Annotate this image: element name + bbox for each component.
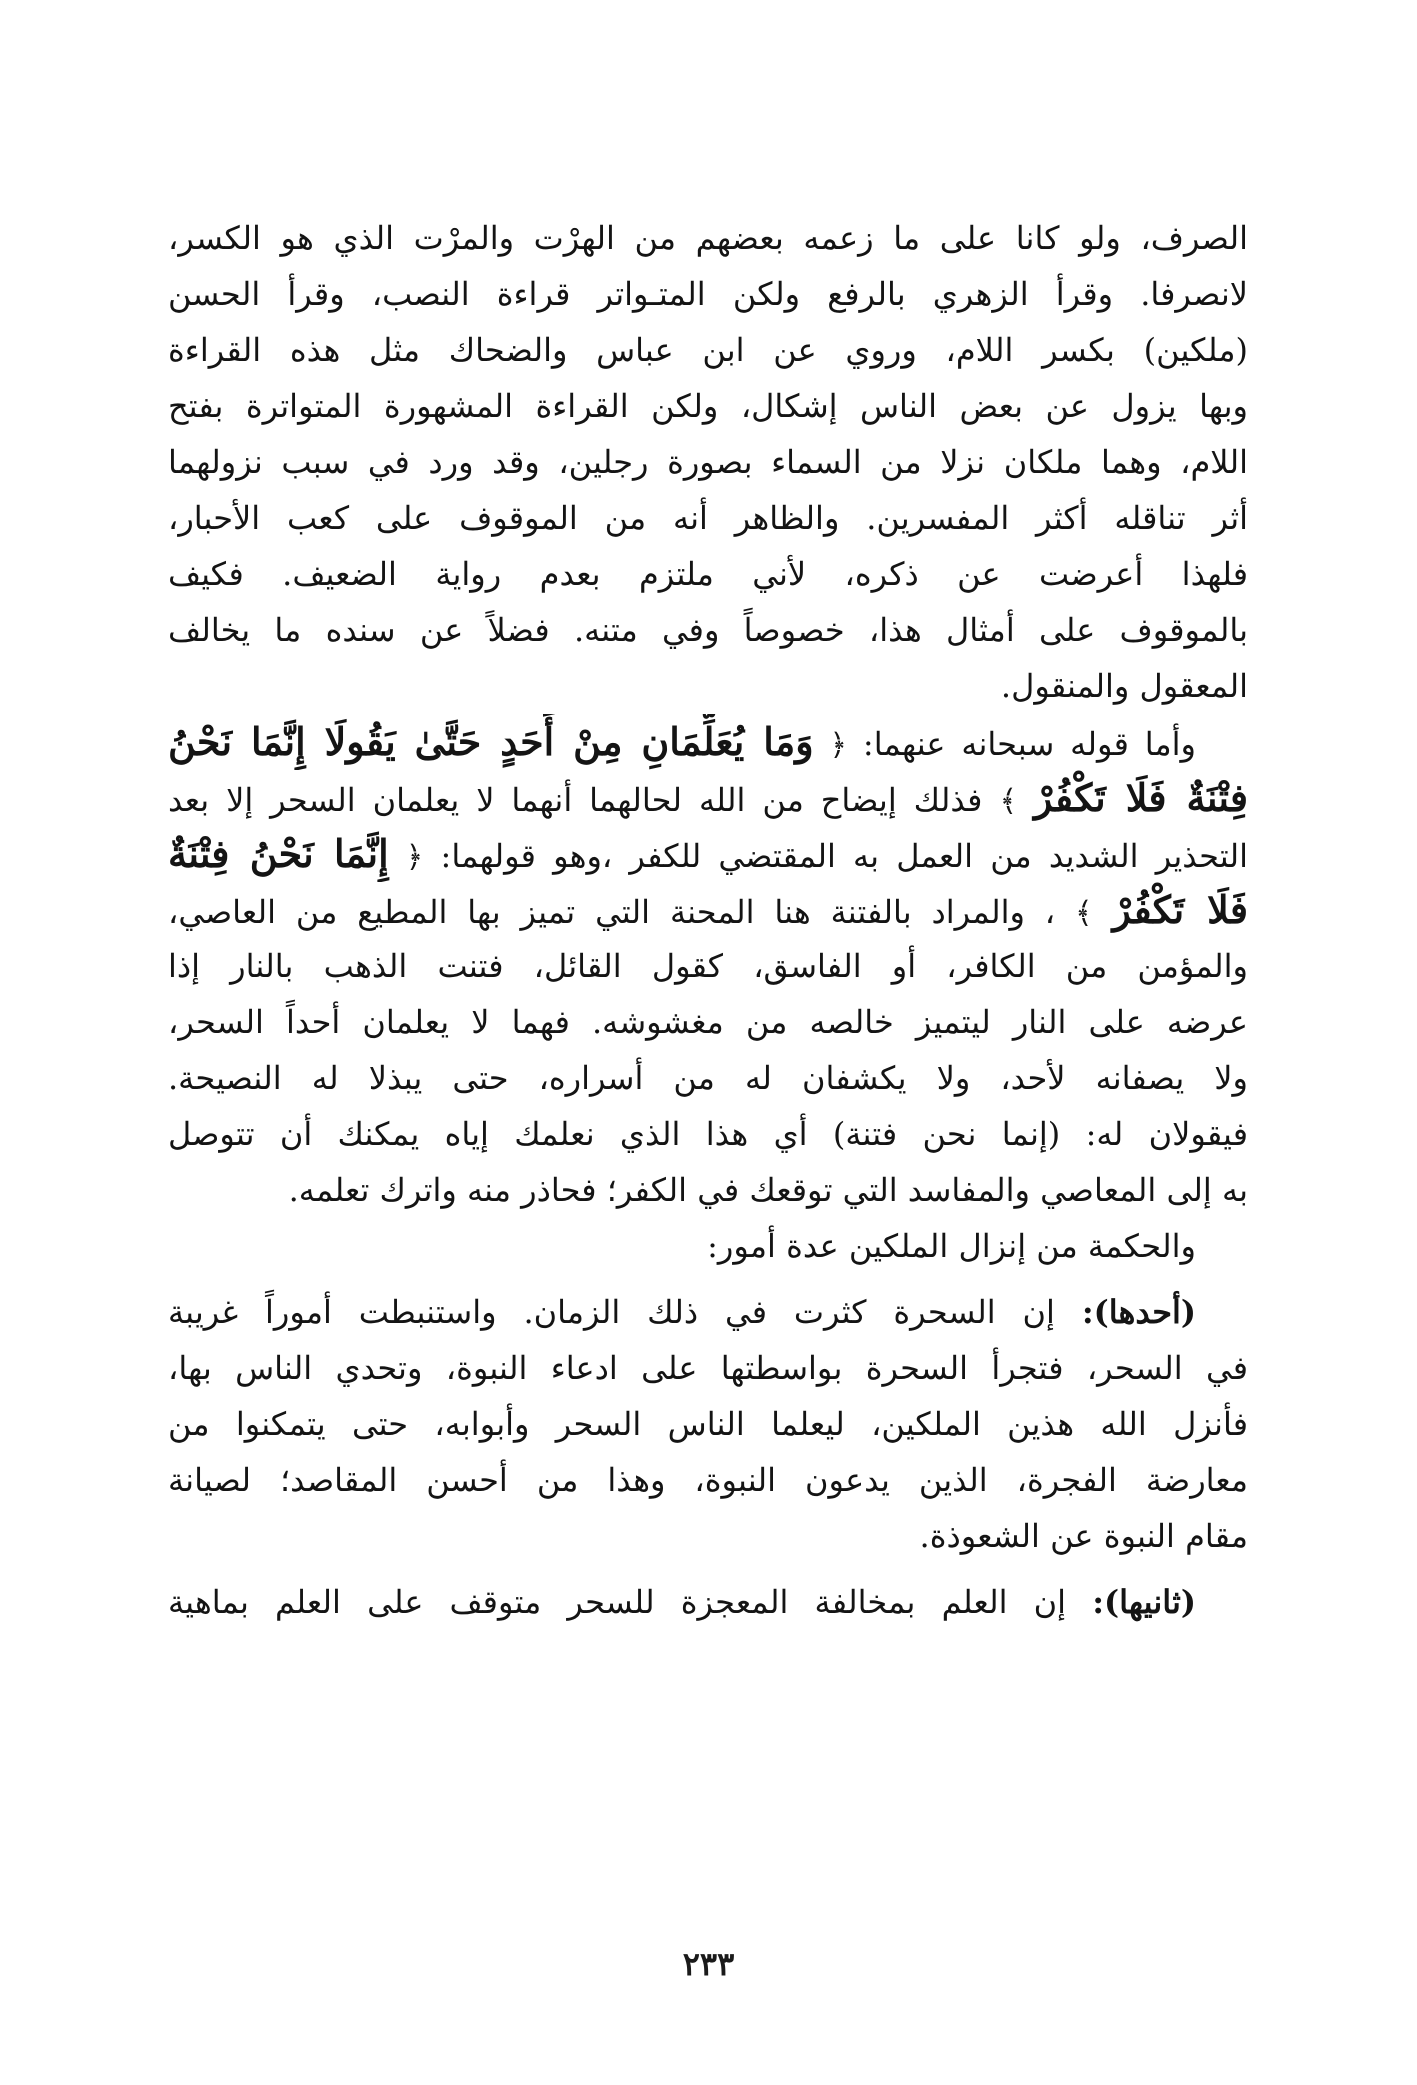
text-line: ولا يصفانه لأحد، ولا يكشفان له من أسراره، حتى يبذلا له النصيحة. [168,1059,1248,1097]
text-line: فلهذا أعرضت عن ذكره، لأني ملتزم بعدم رواية الضعيف. فكيف [168,555,1248,593]
text-segment: ، والمراد بالفتنة هنا المحنة التي تميز بها المطيع من العاصي، [168,893,1056,931]
verse-line [168,826,1248,882]
close-brace: ﴾ [999,784,1018,819]
text-segment: إن العلم بمخالفة المعجزة للسحر متوقف على العلم بماهية [168,1583,1067,1621]
open-brace: ﴿ [405,840,424,875]
text-line: المعقول والمنقول. [1000,667,1248,705]
verse-intro: وأما قوله سبحانه عنهما: [862,725,1196,763]
open-brace: ﴿ [829,728,848,763]
text-line: لانصرفا. وقرأ الزهري بالرفع ولكن المتـواتر قراءة النصب، وقرأ الحسن [168,275,1248,313]
close-brace: ﴾ [1075,896,1093,931]
text-line: الصرف، ولو كانا على ما زعمه بعضهم من الهرْت والمرْت الذي هو الكسر، [168,219,1248,257]
point-label: (أحدها): [1081,1293,1196,1331]
text-line: والمؤمن من الكافر، أو الفاسق، كقول القائل، فتنت الذهب بالنار إذا [168,947,1248,985]
quran-verse: إِنَّمَا نَحْنُ فِتْنَةٌ [168,831,389,876]
text-line: معارضة الفجرة، الذين يدعون النبوة، وهذا من أحسن المقاصد؛ لصيانة [168,1461,1248,1499]
text-line: وبها يزول عن بعض الناس إشكال، ولكن القراءة المشهورة المتواترة بفتح [168,387,1248,425]
page-number: ٢٣٣ [682,1945,735,1983]
wisdom-intro: والحكمة من إنزال الملكين عدة أمور: [707,1227,1196,1265]
quran-verse: فِتْنَةٌ فَلَا تَكْفُرْ [1033,775,1248,820]
text-line: فأنزل الله هذين الملكين، ليعلما الناس السحر وأبوابه، حتى يتمكنوا من [168,1405,1248,1443]
text-segment: فذلك إيضاح من الله لحالهما أنهما لا يعلمان السحر إلا بعد [168,781,983,819]
text-line: عرضه على النار ليتميز خالصه من مغشوشه. فهما لا يعلمان أحداً السحر، [168,1003,1248,1041]
point-label: (ثانيها): [1092,1583,1197,1621]
quran-verse: وَمَا يُعَلِّمَانِ مِنْ أَحَدٍ حَتَّىٰ يَقُولَا إِنَّمَا نَحْنُ [168,719,814,764]
text-segment: التحذير الشديد من العمل به المقتضي للكفر ،وهو قولهما: [440,837,1248,875]
text-line: مقام النبوة عن الشعوذة. [919,1517,1248,1555]
text-line: في السحر، فتجرأ السحرة بواسطتها على ادعاء النبوة، وتحدي الناس بها، [168,1349,1248,1387]
quran-verse: فَلَا تَكْفُرْ [1112,887,1248,932]
page-body [168,210,1248,1630]
text-segment: إن السحرة كثرت في ذلك الزمان. واستنبطت أموراً غريبة [168,1293,1055,1331]
text-line: به إلى المعاصي والمفاسد التي توقعك في الكفر؛ فحاذر منه واترك تعلمه. [288,1171,1248,1209]
text-line: بالموقوف على أمثال هذا، خصوصاً وفي متنه. فضلاً عن سنده ما يخالف [168,611,1248,649]
first-point-line [168,1284,1248,1340]
verse-line [168,882,1248,938]
verse-line [168,714,1248,770]
verse-line [168,770,1248,826]
text-line: (ملكين) بكسر اللام، وروي عن ابن عباس والضحاك مثل هذه القراءة [168,331,1248,369]
text-line: فيقولان له: (إنما نحن فتنة) أي هذا الذي نعلمك إياه يمكنك أن تتوصل [168,1115,1248,1153]
text-line: أثر تناقله أكثر المفسرين. والظاهر أنه من الموقوف على كعب الأحبار، [168,499,1248,537]
text-line: اللام، وهما ملكان نزلا من السماء بصورة رجلين، وقد ورد في سبب نزولهما [168,443,1248,481]
second-point-line [168,1574,1248,1630]
